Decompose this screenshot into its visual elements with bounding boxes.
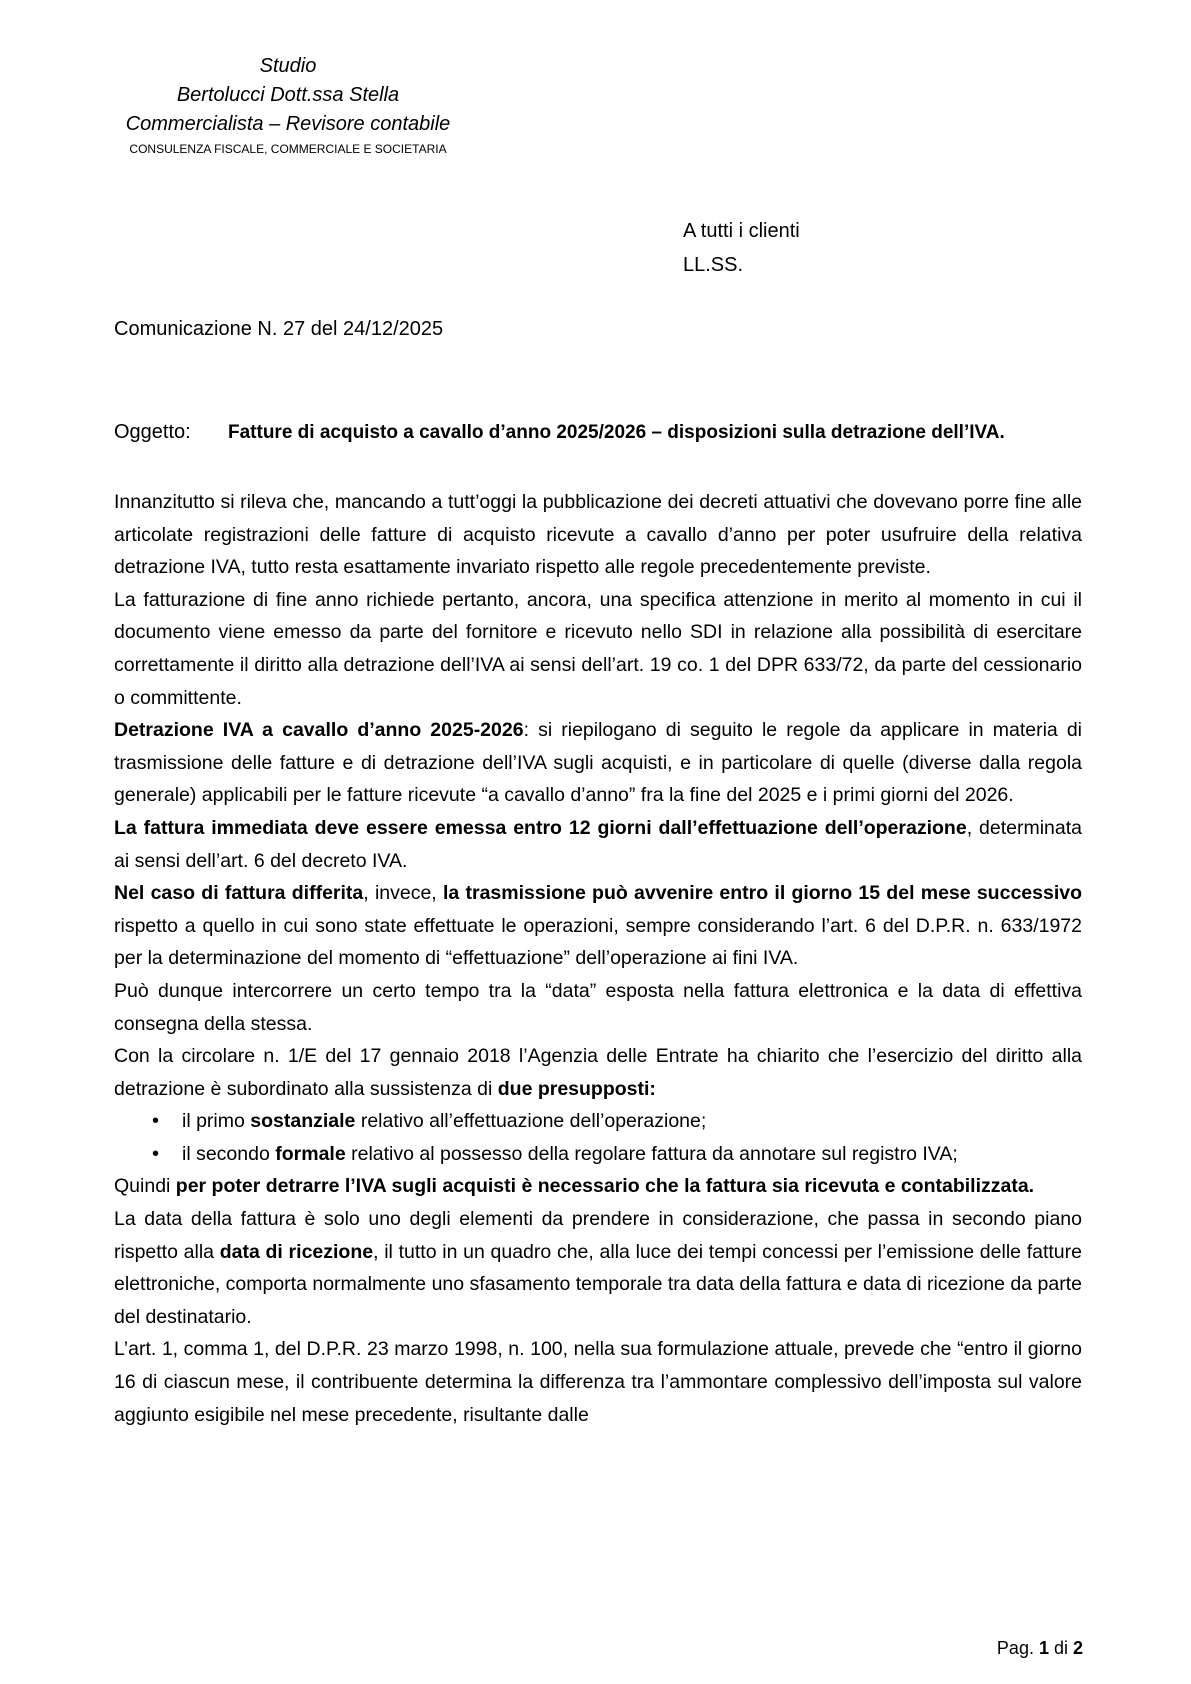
paragraph-5-bold-1: Nel caso di fattura differita [114, 882, 364, 905]
paragraph-3 [114, 714, 1082, 812]
list-item [156, 1105, 1082, 1138]
letterhead [108, 52, 468, 159]
paragraph-9-bold: data di ricezione [219, 1240, 374, 1263]
recipient-block [683, 214, 800, 282]
list-item-1-pre: il primo [182, 1110, 251, 1133]
list-item-2-bold: formale [275, 1142, 346, 1165]
letterhead-role: Commercialista – Revisore contabile [125, 113, 451, 135]
paragraph-7-text: Con la circolare n. 1/E del 17 gennaio 2018 l’Agenzia delle Entrate ha chiarito che l’esercizio del diritto alla detrazione è subordinato alla sussistenza di [114, 1045, 1082, 1100]
page-number-sep: di [1048, 1638, 1073, 1658]
paragraph-3-bold: Detrazione IVA a cavallo d’anno 2025-2026 [114, 719, 524, 742]
list-item-2-pre: il secondo [182, 1142, 276, 1165]
list-item [156, 1138, 1082, 1171]
paragraph-9 [114, 1203, 1082, 1333]
paragraph-6: Può dunque intercorrere un certo tempo tra la “data” esposta nella fattura elettronica e la data di effettiva consegna della stessa. [114, 979, 1082, 1035]
paragraph-5-mid: , invece, [363, 882, 443, 905]
paragraph-7 [114, 1040, 1082, 1105]
letter-body [114, 486, 1082, 1431]
page-number-current: 1 [1038, 1638, 1049, 1658]
paragraph-10: L’art. 1, comma 1, del D.P.R. 23 marzo 1998, n. 100, nella sua formulazione attuale, prevede che “entro il giorno 16 di ciascun mese, il contribuente determina la differenza tra l’ammontare complessivo dell’imposta sul valore aggiunto esigibile nel mese precedente, risultante dalle [114, 1338, 1082, 1426]
paragraph-5-bold-2: la trasmissione può avvenire entro il giorno 15 del mese successivo [442, 882, 1082, 905]
paragraph-3-text: : si riepilogano di seguito le regole da applicare in materia di trasmissione delle fatture e di detrazione dell’IVA sugli acquisti, e in particolare di quelle (diverse dalla regola generale) applicabili per le fatture ricevute “a cavallo d’anno” fra la fine del 2025 e i primi giorni del 2026. [114, 719, 1083, 807]
list-item-1-post: relativo all’effettuazione dell’operazione; [355, 1110, 707, 1133]
subject-text: Fatture di acquisto a cavallo d’anno 2025/2026 – disposizioni sulla detrazione dell’IVA. [228, 422, 1005, 443]
subject-label: Oggetto: [114, 421, 191, 443]
paragraph-4-text: , determinata ai sensi dell’art. 6 del decreto IVA. [114, 816, 1082, 872]
paragraph-5 [114, 877, 1082, 975]
recipient-line-1: A tutti i clienti [683, 220, 800, 242]
page-number-total: 2 [1072, 1638, 1083, 1658]
paragraph-8-pre: Quindi [114, 1175, 176, 1198]
page-number-prefix: Pag. [996, 1638, 1039, 1658]
list-item-1-bold: sostanziale [250, 1110, 356, 1133]
letterhead-name: Bertolucci Dott.ssa Stella [176, 84, 400, 106]
paragraph-5-text: rispetto a quello in cui sono state effettuate le operazioni, sempre considerando l’art. 6 del D.P.R. n. 633/1972 per la determinazione del momento di “effettuazione” dell’operazione ai fini IVA. [114, 914, 1082, 970]
paragraph-7-bold: due presupposti: [497, 1077, 656, 1100]
letterhead-studio: Studio [259, 55, 317, 77]
page-number [997, 1638, 1083, 1659]
paragraph-8-bold: per poter detrarre l’IVA sugli acquisti è necessario che la fattura sia ricevuta e contabilizzata. [175, 1175, 1035, 1198]
paragraph-2: La fatturazione di fine anno richiede pertanto, ancora, una specifica attenzione in merito al momento in cui il documento viene emesso da parte del fornitore e ricevuto nello SDI in relazione alla possibilità di esercitare correttamente il diritto alla detrazione dell’IVA ai sensi dell’art. 19 co. 1 del DPR 633/72, da parte del cessionario o committente. [114, 588, 1082, 709]
paragraph-1: Innanzitutto si rileva che, mancando a tutt’oggi la pubblicazione dei decreti attuativi che dovevano porre fine alle articolate registrazioni delle fatture di acquisto ricevute a cavallo d’anno per poter usufruire della relativa detrazione IVA, tutto resta esattamente invariato rispetto alle regole precedentemente previste. [114, 491, 1082, 579]
communication-number: Comunicazione N. 27 del 24/12/2025 [114, 318, 444, 340]
subject-line [114, 421, 1005, 444]
paragraph-9-post: , il tutto in un quadro che, alla luce dei tempi concessi per l’emissione delle fatture elettroniche, comporta normalmente uno sfasamento temporale tra data della fattura e data di ricezione da parte del destinatario. [114, 1240, 1082, 1328]
list-item-2-post: relativo al possesso della regolare fattura da annotare sul registro IVA; [345, 1142, 958, 1165]
paragraph-8 [114, 1170, 1082, 1203]
presupposti-list [114, 1105, 1082, 1170]
paragraph-9-pre: La data della fattura è solo uno degli elementi da prendere in considerazione, che passa in secondo piano rispetto alla [114, 1208, 1082, 1263]
paragraph-4-bold: La fattura immediata deve essere emessa entro 12 giorni dall’effettuazione dell’operazione [114, 816, 967, 839]
recipient-line-2: LL.SS. [683, 254, 744, 276]
paragraph-4 [114, 812, 1082, 877]
letterhead-services: CONSULENZA FISCALE, COMMERCIALE E SOCIETARIA [129, 142, 447, 156]
